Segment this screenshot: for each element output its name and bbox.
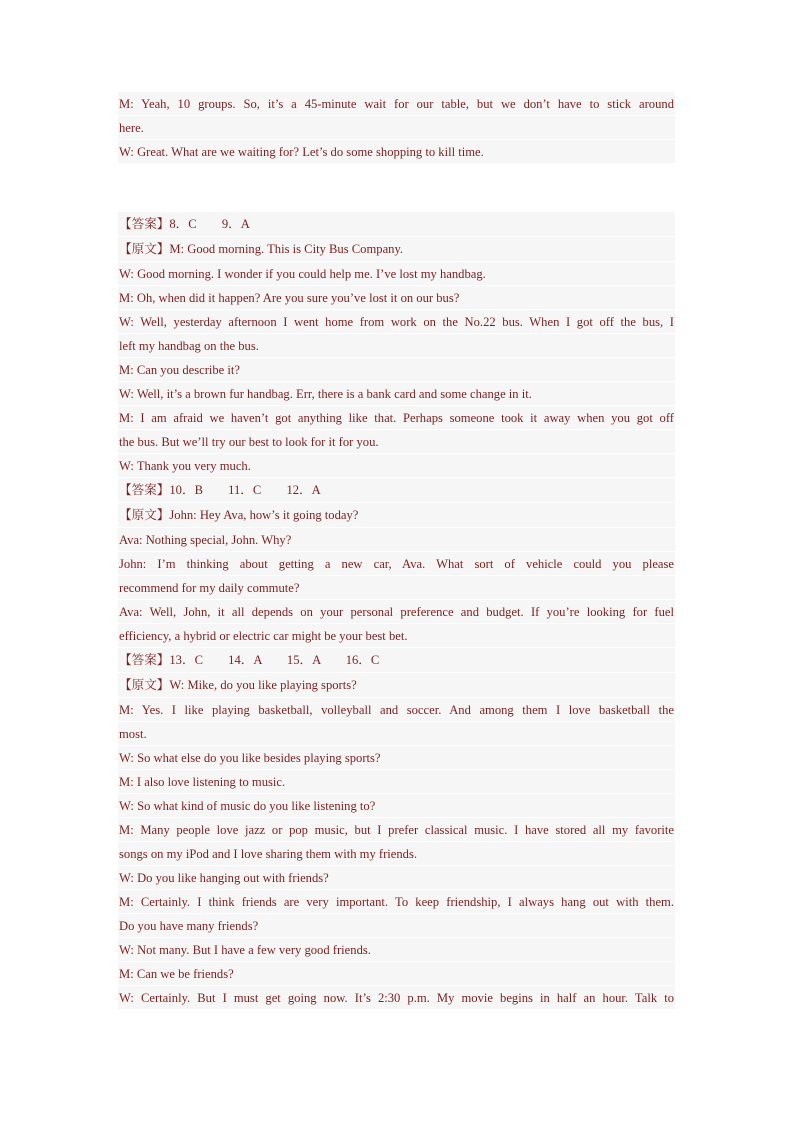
- dialogue-line: M: I am afraid we haven’t got anything like that. Perhaps someone took it away when you got off: [118, 406, 675, 430]
- dialogue-line: songs on my iPod and I love sharing them with my friends.: [118, 842, 675, 866]
- dialogue-line: most.: [118, 722, 675, 746]
- dialogue-line: W: So what else do you like besides playing sports?: [118, 746, 675, 770]
- dialogue-line: M: Yeah, 10 groups. So, it’s a 45-minute wait for our table, but we don’t have to stick around: [118, 92, 675, 116]
- dialogue-line: M: Many people love jazz or pop music, but I prefer classical music. I have stored all my favorite: [118, 818, 675, 842]
- dialogue-line: W: Well, yesterday afternoon I went home from work on the No.22 bus. When I got off the bus, I: [118, 310, 675, 334]
- dialogue-line: M: I also love listening to music.: [118, 770, 675, 794]
- answer-line: 【答案】13．C 14．A 15．A 16．C: [118, 648, 675, 673]
- dialogue-line: efficiency, a hybrid or electric car might be your best bet.: [118, 624, 675, 648]
- dialogue-line: M: Yes. I like playing basketball, volleyball and soccer. And among them I love basketball the: [118, 698, 675, 722]
- dialogue-line: W: Certainly. But I must get going now. It’s 2:30 p.m. My movie begins in half an hour. Talk to: [118, 986, 675, 1010]
- dialogue-line: Ava: Nothing special, John. Why?: [118, 528, 675, 552]
- transcript-block-2: [118, 212, 675, 1010]
- document-page: [118, 0, 675, 1010]
- dialogue-line: W: Thank you very much.: [118, 454, 675, 478]
- dialogue-line: M: Can we be friends?: [118, 962, 675, 986]
- dialogue-line: W: So what kind of music do you like listening to?: [118, 794, 675, 818]
- dialogue-line: M: Certainly. I think friends are very important. To keep friendship, I always hang out with them.: [118, 890, 675, 914]
- dialogue-line: W: Great. What are we waiting for? Let’s do some shopping to kill time.: [118, 140, 675, 164]
- top-margin: [118, 0, 675, 92]
- dialogue-line: W: Well, it’s a brown fur handbag. Err, there is a bank card and some change in it.: [118, 382, 675, 406]
- section-gap: [118, 164, 675, 212]
- transcript-start-line: 【原文】M: Good morning. This is City Bus Company.: [118, 237, 675, 262]
- dialogue-line: recommend for my daily commute?: [118, 576, 675, 600]
- transcript-block-1: [118, 92, 675, 164]
- transcript-start-line: 【原文】John: Hey Ava, how’s it going today?: [118, 503, 675, 528]
- dialogue-line: M: Oh, when did it happen? Are you sure you’ve lost it on our bus?: [118, 286, 675, 310]
- answer-line: 【答案】10．B 11．C 12．A: [118, 478, 675, 503]
- dialogue-line: M: Can you describe it?: [118, 358, 675, 382]
- dialogue-line: W: Good morning. I wonder if you could help me. I’ve lost my handbag.: [118, 262, 675, 286]
- dialogue-line: the bus. But we’ll try our best to look for it for you.: [118, 430, 675, 454]
- dialogue-line: left my handbag on the bus.: [118, 334, 675, 358]
- dialogue-line: here.: [118, 116, 675, 140]
- answer-line: 【答案】8．C 9．A: [118, 212, 675, 237]
- dialogue-line: Ava: Well, John, it all depends on your personal preference and budget. If you’re looking for fuel: [118, 600, 675, 624]
- dialogue-line: Do you have many friends?: [118, 914, 675, 938]
- dialogue-line: John: I’m thinking about getting a new car, Ava. What sort of vehicle could you please: [118, 552, 675, 576]
- dialogue-line: W: Do you like hanging out with friends?: [118, 866, 675, 890]
- dialogue-line: W: Not many. But I have a few very good friends.: [118, 938, 675, 962]
- transcript-start-line: 【原文】W: Mike, do you like playing sports?: [118, 673, 675, 698]
